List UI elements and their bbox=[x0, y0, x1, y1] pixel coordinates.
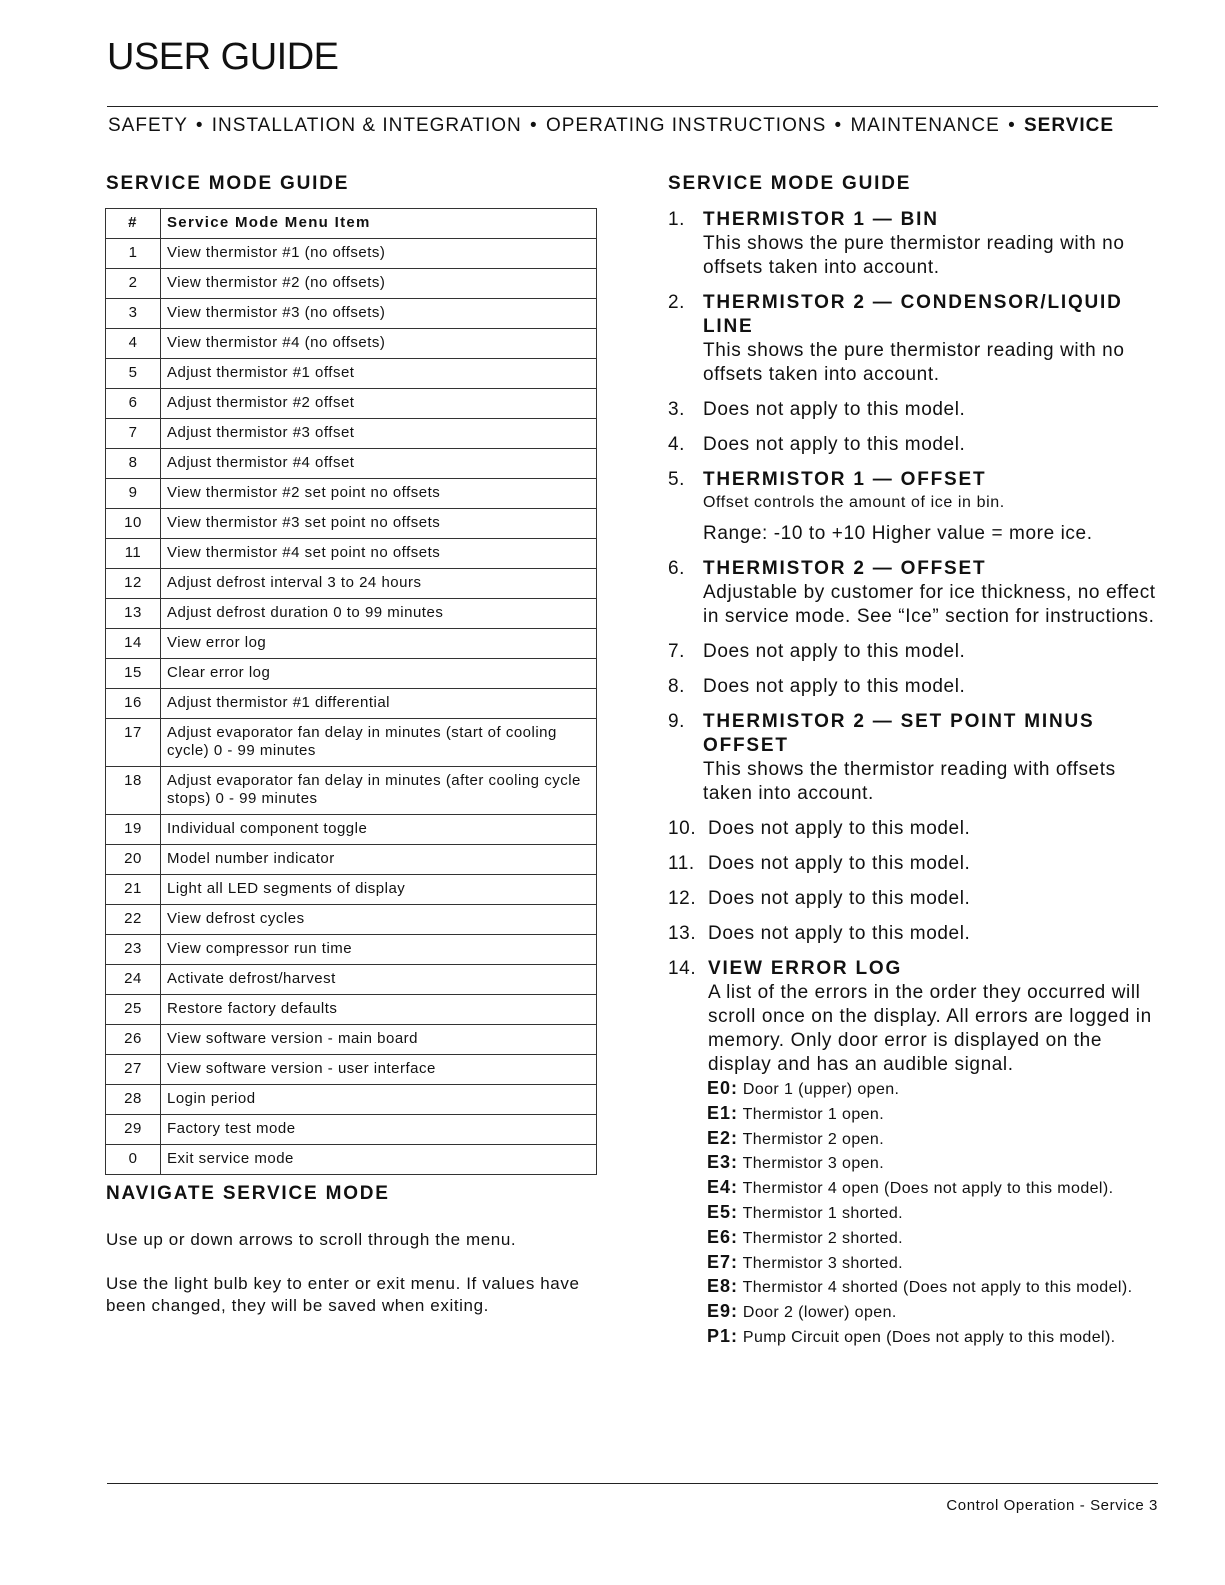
error-description: Thermistor 4 shorted (Does not apply to this model). bbox=[742, 1279, 1133, 1297]
table-row bbox=[106, 659, 597, 689]
nav-item-service: SERVICE bbox=[1024, 115, 1115, 136]
item-number: 7. bbox=[668, 641, 686, 662]
error-description: Pump Circuit open (Does not apply to this model). bbox=[742, 1328, 1116, 1346]
item-text: Does not apply to this model. bbox=[703, 399, 966, 420]
item-number: 2. bbox=[668, 292, 686, 313]
error-code: E4: bbox=[707, 1177, 739, 1198]
item-text: Does not apply to this model. bbox=[703, 434, 966, 455]
row-menu-item: Adjust defrost interval 3 to 24 hours bbox=[161, 569, 597, 599]
row-number: 13 bbox=[106, 599, 161, 629]
item-number: 5. bbox=[668, 469, 686, 490]
table-row bbox=[106, 1115, 597, 1145]
row-number: 8 bbox=[106, 449, 161, 479]
table-row bbox=[106, 419, 597, 449]
item-text: Does not apply to this model. bbox=[708, 923, 971, 944]
row-number: 25 bbox=[106, 995, 161, 1025]
row-number: 2 bbox=[106, 269, 161, 299]
page-title: USER GUIDE bbox=[107, 36, 339, 78]
error-code-row bbox=[707, 1102, 1158, 1127]
guide-item bbox=[668, 208, 1158, 280]
table-row bbox=[106, 569, 597, 599]
table-row bbox=[106, 389, 597, 419]
row-menu-item: View thermistor #3 (no offsets) bbox=[161, 299, 597, 329]
item-heading: THERMISTOR 1 — BIN bbox=[703, 209, 939, 230]
item-heading: VIEW ERROR LOG bbox=[708, 958, 903, 979]
nav-item-safety: SAFETY bbox=[108, 115, 188, 136]
section-nav bbox=[108, 115, 1158, 137]
error-code: E5: bbox=[707, 1201, 739, 1222]
row-number: 0 bbox=[106, 1145, 161, 1175]
item-text: Does not apply to this model. bbox=[708, 818, 971, 839]
table-row bbox=[106, 1145, 597, 1175]
error-description: Thermistor 3 shorted. bbox=[742, 1254, 904, 1272]
guide-item bbox=[668, 640, 1158, 664]
guide-item bbox=[668, 957, 1158, 1077]
table-row bbox=[106, 995, 597, 1025]
table-row bbox=[106, 479, 597, 509]
row-number: 1 bbox=[106, 239, 161, 269]
item-number: 14. bbox=[668, 958, 697, 979]
row-number: 19 bbox=[106, 815, 161, 845]
left-section-heading: SERVICE MODE GUIDE bbox=[106, 173, 350, 194]
row-number: 29 bbox=[106, 1115, 161, 1145]
item-number: 13. bbox=[668, 923, 697, 944]
item-number: 11. bbox=[668, 853, 695, 874]
table-row bbox=[106, 767, 597, 815]
error-code-row bbox=[707, 1201, 1158, 1226]
item-text: This shows the thermistor reading with offsets taken into account. bbox=[703, 759, 1116, 804]
row-menu-item: Adjust evaporator fan delay in minutes (start of cooling cycle) 0 - 99 minutes bbox=[161, 719, 597, 767]
error-code: E7: bbox=[707, 1251, 739, 1272]
nav-separator: • bbox=[195, 115, 204, 136]
table-header-row bbox=[106, 209, 597, 239]
item-heading: THERMISTOR 1 — OFFSET bbox=[703, 469, 987, 490]
row-menu-item: View software version - user interface bbox=[161, 1055, 597, 1085]
row-number: 9 bbox=[106, 479, 161, 509]
table-row bbox=[106, 1085, 597, 1115]
table-row bbox=[106, 239, 597, 269]
row-number: 7 bbox=[106, 419, 161, 449]
table-row bbox=[106, 599, 597, 629]
table-row bbox=[106, 1055, 597, 1085]
error-description: Thermistor 4 open (Does not apply to this model). bbox=[742, 1180, 1114, 1198]
error-description: Thermistor 2 open. bbox=[742, 1130, 885, 1148]
row-number: 26 bbox=[106, 1025, 161, 1055]
row-menu-item: Exit service mode bbox=[161, 1145, 597, 1175]
row-menu-item: View thermistor #4 (no offsets) bbox=[161, 329, 597, 359]
guide-item bbox=[668, 557, 1158, 629]
footer-divider bbox=[107, 1483, 1158, 1484]
navigate-heading: NAVIGATE SERVICE MODE bbox=[106, 1183, 390, 1204]
nav-separator: • bbox=[1008, 115, 1016, 136]
column-header-item: Service Mode Menu Item bbox=[161, 209, 597, 239]
row-number: 4 bbox=[106, 329, 161, 359]
guide-item bbox=[668, 710, 1158, 806]
row-number: 27 bbox=[106, 1055, 161, 1085]
row-menu-item: View compressor run time bbox=[161, 935, 597, 965]
item-number: 12. bbox=[668, 888, 697, 909]
table-row bbox=[106, 905, 597, 935]
table-body bbox=[106, 239, 597, 1175]
error-code-row bbox=[707, 1077, 1158, 1102]
row-menu-item: Adjust thermistor #3 offset bbox=[161, 419, 597, 449]
item-text: A list of the errors in the order they occurred will scroll once on the display. All errors are logged in memory. Only door error is displayed on the display and has an audible signal. bbox=[708, 982, 1152, 1075]
error-code-row bbox=[707, 1325, 1158, 1350]
table-row bbox=[106, 269, 597, 299]
item-number: 4. bbox=[668, 434, 686, 455]
error-description: Door 1 (upper) open. bbox=[742, 1081, 900, 1098]
table-row bbox=[106, 719, 597, 767]
row-menu-item: Adjust thermistor #2 offset bbox=[161, 389, 597, 419]
nav-item-installation: INSTALLATION & INTEGRATION bbox=[211, 115, 522, 136]
row-menu-item: Login period bbox=[161, 1085, 597, 1115]
row-number: 23 bbox=[106, 935, 161, 965]
table-row bbox=[106, 1025, 597, 1055]
item-number: 6. bbox=[668, 558, 686, 579]
row-menu-item: Clear error log bbox=[161, 659, 597, 689]
table-row bbox=[106, 539, 597, 569]
item-text: Does not apply to this model. bbox=[708, 853, 971, 874]
error-code: E9: bbox=[707, 1301, 739, 1322]
table-row bbox=[106, 845, 597, 875]
error-code-row bbox=[707, 1251, 1158, 1276]
row-menu-item: Activate defrost/harvest bbox=[161, 965, 597, 995]
table-row bbox=[106, 935, 597, 965]
row-menu-item: Restore factory defaults bbox=[161, 995, 597, 1025]
guide-item bbox=[668, 291, 1158, 387]
table-row bbox=[106, 815, 597, 845]
item-heading: THERMISTOR 2 — SET POINT MINUS OFFSET bbox=[703, 711, 1095, 756]
item-number: 8. bbox=[668, 676, 686, 697]
item-text: This shows the pure thermistor reading with no offsets taken into account. bbox=[703, 233, 1125, 278]
row-menu-item: Individual component toggle bbox=[161, 815, 597, 845]
row-number: 17 bbox=[106, 719, 161, 767]
navigate-paragraph-2: Use the light bulb key to enter or exit menu. If values have been changed, they will be saved when exiting. bbox=[106, 1274, 580, 1315]
table-row bbox=[106, 329, 597, 359]
item-number: 9. bbox=[668, 711, 686, 732]
column-header-number: # bbox=[106, 209, 161, 239]
error-code-row bbox=[707, 1151, 1158, 1176]
guide-item bbox=[668, 433, 1158, 457]
row-menu-item: Adjust defrost duration 0 to 99 minutes bbox=[161, 599, 597, 629]
table-row bbox=[106, 965, 597, 995]
row-menu-item: Light all LED segments of display bbox=[161, 875, 597, 905]
item-text: Does not apply to this model. bbox=[703, 641, 966, 662]
table-row bbox=[106, 689, 597, 719]
guide-item bbox=[668, 398, 1158, 422]
item-heading: THERMISTOR 2 — CONDENSOR/LIQUID LINE bbox=[703, 292, 1123, 337]
row-menu-item: View thermistor #1 (no offsets) bbox=[161, 239, 597, 269]
table-row bbox=[106, 359, 597, 389]
row-number: 10 bbox=[106, 509, 161, 539]
row-number: 14 bbox=[106, 629, 161, 659]
item-range: Range: -10 to +10 Higher value = more ice. bbox=[703, 523, 1093, 544]
table-row bbox=[106, 449, 597, 479]
service-mode-table bbox=[105, 208, 597, 1175]
row-number: 5 bbox=[106, 359, 161, 389]
row-menu-item: Adjust thermistor #1 differential bbox=[161, 689, 597, 719]
right-section-heading: SERVICE MODE GUIDE bbox=[668, 173, 912, 194]
error-description: Door 2 (lower) open. bbox=[742, 1304, 897, 1322]
row-number: 6 bbox=[106, 389, 161, 419]
nav-separator: • bbox=[530, 115, 538, 136]
table-row bbox=[106, 509, 597, 539]
row-number: 24 bbox=[106, 965, 161, 995]
error-code: E0: bbox=[707, 1078, 739, 1098]
row-menu-item: Adjust thermistor #4 offset bbox=[161, 449, 597, 479]
row-number: 18 bbox=[106, 767, 161, 815]
error-code-row bbox=[707, 1226, 1158, 1251]
nav-item-operating: OPERATING INSTRUCTIONS bbox=[545, 115, 827, 136]
error-description: Thermistor 3 open. bbox=[742, 1155, 885, 1173]
header-divider bbox=[107, 106, 1158, 107]
row-number: 3 bbox=[106, 299, 161, 329]
guide-items bbox=[668, 208, 1158, 1077]
row-number: 16 bbox=[106, 689, 161, 719]
guide-item bbox=[668, 468, 1158, 546]
nav-item-maintenance: MAINTENANCE bbox=[850, 115, 1000, 136]
error-code-list bbox=[707, 1077, 1158, 1350]
row-menu-item: View thermistor #4 set point no offsets bbox=[161, 539, 597, 569]
row-menu-item: Adjust evaporator fan delay in minutes (after cooling cycle stops) 0 - 99 minutes bbox=[161, 767, 597, 815]
row-number: 11 bbox=[106, 539, 161, 569]
error-code: E6: bbox=[707, 1226, 739, 1247]
row-menu-item: View software version - main board bbox=[161, 1025, 597, 1055]
nav-separator: • bbox=[834, 115, 843, 136]
row-menu-item: View defrost cycles bbox=[161, 905, 597, 935]
guide-item bbox=[668, 887, 1158, 911]
item-number: 10. bbox=[668, 818, 697, 839]
error-code: E2: bbox=[707, 1127, 739, 1148]
guide-item bbox=[668, 922, 1158, 946]
item-note: Offset controls the amount of ice in bin. bbox=[703, 494, 1005, 511]
error-code: P1: bbox=[707, 1325, 739, 1346]
guide-item bbox=[668, 852, 1158, 876]
item-number: 1. bbox=[668, 209, 686, 230]
row-menu-item: Factory test mode bbox=[161, 1115, 597, 1145]
guide-item bbox=[668, 817, 1158, 841]
table-row bbox=[106, 299, 597, 329]
error-code: E3: bbox=[707, 1152, 739, 1173]
item-heading: THERMISTOR 2 — OFFSET bbox=[703, 558, 987, 579]
row-menu-item: View thermistor #3 set point no offsets bbox=[161, 509, 597, 539]
row-menu-item: View error log bbox=[161, 629, 597, 659]
table-row bbox=[106, 629, 597, 659]
error-code: E1: bbox=[707, 1102, 739, 1123]
row-number: 15 bbox=[106, 659, 161, 689]
table-row bbox=[106, 875, 597, 905]
row-menu-item: View thermistor #2 set point no offsets bbox=[161, 479, 597, 509]
item-number: 3. bbox=[668, 399, 686, 420]
error-description: Thermistor 1 open. bbox=[742, 1105, 885, 1123]
error-code-row bbox=[707, 1176, 1158, 1201]
row-number: 22 bbox=[106, 905, 161, 935]
item-text: Does not apply to this model. bbox=[703, 676, 966, 697]
error-code-row bbox=[707, 1275, 1158, 1300]
row-menu-item: View thermistor #2 (no offsets) bbox=[161, 269, 597, 299]
error-code-row bbox=[707, 1300, 1158, 1325]
row-menu-item: Adjust thermistor #1 offset bbox=[161, 359, 597, 389]
error-description: Thermistor 2 shorted. bbox=[742, 1229, 904, 1247]
item-text: Does not apply to this model. bbox=[708, 888, 971, 909]
row-number: 12 bbox=[106, 569, 161, 599]
row-number: 28 bbox=[106, 1085, 161, 1115]
error-code-row bbox=[707, 1127, 1158, 1152]
item-text: Adjustable by customer for ice thickness, no effect in service mode. See “Ice” section for instructions. bbox=[703, 582, 1156, 627]
error-description: Thermistor 1 shorted. bbox=[742, 1204, 904, 1222]
row-number: 20 bbox=[106, 845, 161, 875]
row-number: 21 bbox=[106, 875, 161, 905]
error-code: E8: bbox=[707, 1276, 739, 1297]
service-mode-list bbox=[668, 208, 1158, 1350]
navigate-paragraph-1: Use up or down arrows to scroll through the menu. bbox=[106, 1230, 517, 1249]
guide-item bbox=[668, 675, 1158, 699]
row-menu-item: Model number indicator bbox=[161, 845, 597, 875]
item-text: This shows the pure thermistor reading with no offsets taken into account. bbox=[703, 340, 1125, 385]
page-footer: Control Operation - Service 3 bbox=[946, 1497, 1158, 1514]
